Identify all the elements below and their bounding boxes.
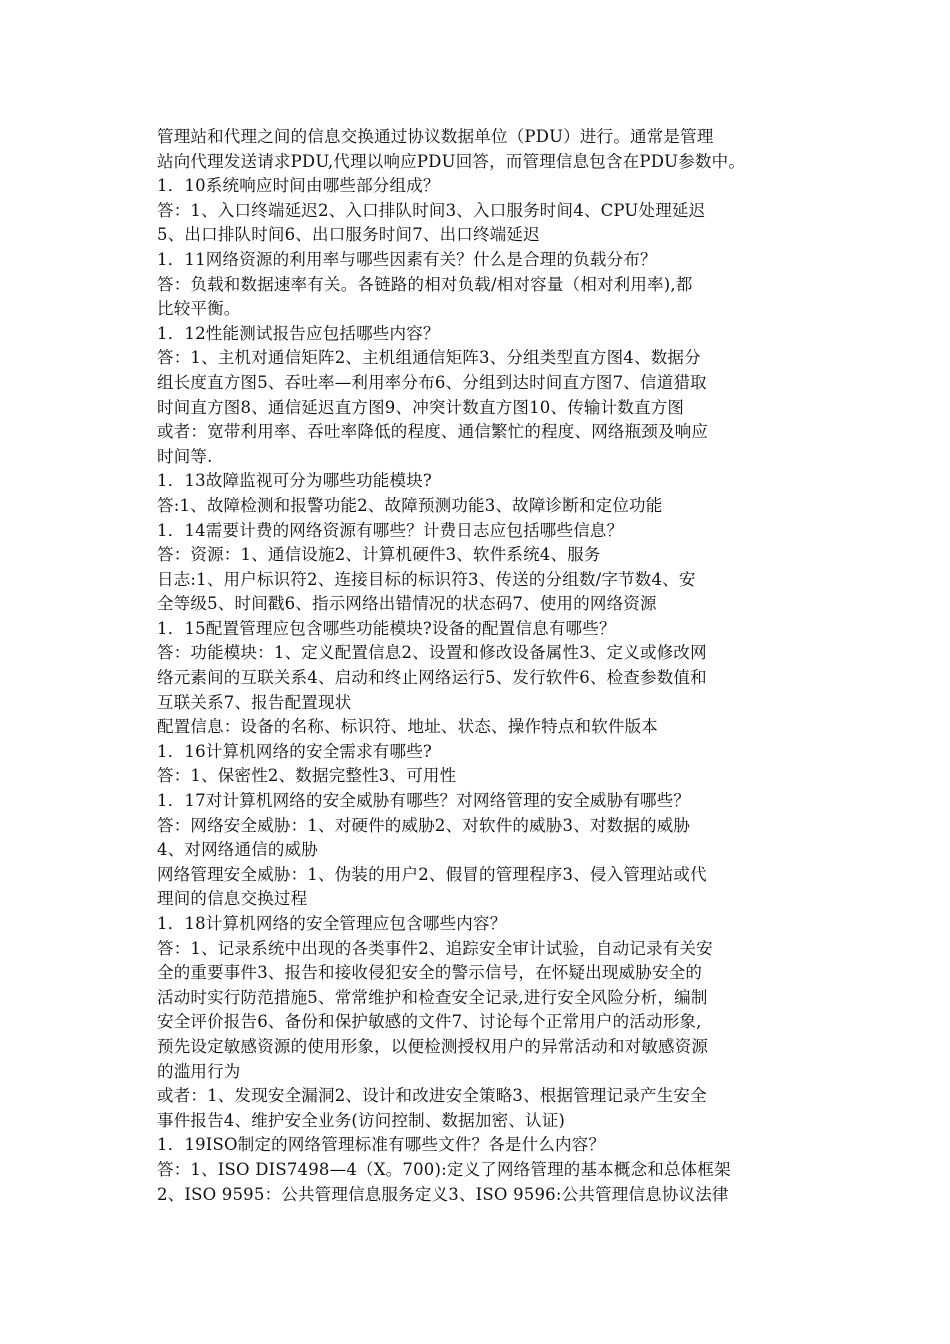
- text-line: 1．13故障监视可分为哪些功能模块?: [157, 471, 432, 491]
- text-line: 或者：1、发现安全漏洞2、设计和改进安全策略3、根据管理记录产生安全: [157, 1086, 707, 1106]
- text-line: 络元素间的互联关系4、启动和终止网络运行5、发行软件6、检查参数值和: [157, 668, 707, 688]
- text-line: 时间直方图8、通信延迟直方图9、冲突计数直方图10、传输计数直方图: [157, 397, 685, 417]
- text-line: 1．16计算机网络的安全需求有哪些?: [157, 741, 432, 761]
- text-line: 理间的信息交换过程: [157, 889, 308, 909]
- document-body: [157, 125, 807, 1207]
- text-line: 活动时实行防范措施5、常常维护和检查安全记录,进行安全风险分析，编制: [157, 987, 708, 1007]
- text-line: 互联关系7、报告配置现状: [157, 692, 352, 712]
- text-line: 预先设定敏感资源的使用形象，以便检测授权用户的异常活动和对敏感资源: [157, 1036, 709, 1056]
- text-line: 1．14需要计费的网络资源有哪些？计费日志应包括哪些信息？: [157, 520, 624, 540]
- text-line: 事件报告4、维护安全业务(访问控制、数据加密、认证): [157, 1110, 566, 1130]
- text-line: 答：负载和数据速率有关。各链路的相对负载/相对容量（相对利用率),都: [157, 274, 693, 294]
- text-line: 答：1、保密性2、数据完整性3、可用性: [157, 766, 457, 786]
- text-line: 的滥用行为: [157, 1061, 241, 1081]
- text-line: 2、ISO 9595：公共管理信息服务定义3、ISO 9596:公共管理信息协议法律: [157, 1184, 729, 1204]
- text-line: 答：资源：1、通信设施2、计算机硬件3、软件系统4、服务: [157, 545, 601, 565]
- text-line: 全的重要事件3、报告和接收侵犯安全的警示信号，在怀疑出现威胁安全的: [157, 963, 703, 983]
- text-line: 5、出口排队时间6、出口服务时间7、出口终端延迟: [157, 225, 540, 245]
- text-line: 1．18计算机网络的安全管理应包含哪些内容？: [157, 914, 507, 933]
- text-line: 答：功能模块：1、定义配置信息2、设置和修改设备属性3、定义或修改网: [157, 643, 707, 663]
- text-line: 1．15配置管理应包含哪些功能模块?设备的配置信息有哪些？: [157, 618, 616, 638]
- text-line: 全等级5、时间戳6、指示网络出错情况的状态码7、使用的网络资源: [157, 594, 657, 614]
- text-line: 4、对网络通信的威胁: [157, 840, 318, 860]
- text-line: 站向代理发送请求PDU,代理以响应PDU回答，而管理信息包含在PDU参数中。: [157, 151, 746, 171]
- text-line: 1．12性能测试报告应包括哪些内容？: [157, 323, 440, 343]
- text-line: 1．19ISO制定的网络管理标准有哪些文件？各是什么内容？: [157, 1135, 606, 1155]
- text-line: 答:1、故障检测和报警功能2、故障预测功能3、故障诊断和定位功能: [157, 495, 663, 515]
- text-line: 配置信息：设备的名称、标识符、地址、状态、操作特点和软件版本: [157, 717, 658, 737]
- text-line: 网络管理安全威胁：1、伪装的用户2、假冒的管理程序3、侵入管理站或代: [157, 864, 707, 884]
- text-line: 1．10系统响应时间由哪些部分组成？: [157, 176, 440, 196]
- text-line: 答：1、主机对通信矩阵2、主机组通信矩阵3、分组类型直方图4、数据分: [157, 348, 701, 368]
- text-line: 答：1、记录系统中出现的各类事件2、追踪安全审计试验，自动记录有关安: [157, 938, 713, 958]
- text-line: 答：1、ISO DIS7498—4（X。700):定义了网络管理的基本概念和总体框架: [157, 1159, 731, 1179]
- text-line: 1．11网络资源的利用率与哪些因素有关？什么是合理的负载分布？: [157, 249, 657, 269]
- text-line: 组长度直方图5、吞吐率—利用率分布6、分组到达时间直方图7、信道猎取: [157, 372, 707, 392]
- text-line: 时间等.: [157, 446, 213, 466]
- text-line: 答：网络安全威胁：1、对硬件的威胁2、对软件的威胁3、对数据的威胁: [157, 815, 691, 835]
- text-line: 日志:1、用户标识符2、连接目标的标识符3、传送的分组数/字节数4、安: [157, 569, 696, 589]
- text-line: 安全评价报告6、备份和保护敏感的文件7、讨论每个正常用户的活动形象,: [157, 1012, 702, 1032]
- text-line: 比较平衡。: [157, 299, 241, 319]
- text-line: 管理站和代理之间的信息交换通过协议数据单位（PDU）进行。通常是管理: [157, 127, 714, 146]
- text-line: 或者：宽带利用率、吞吐率降低的程度、通信繁忙的程度、网络瓶颈及响应: [157, 422, 709, 442]
- text-line: 1．17对计算机网络的安全威胁有哪些？对网络管理的安全威胁有哪些？: [157, 791, 691, 811]
- text-line: 答：1、入口终端延迟2、入口排队时间3、入口服务时间4、CPU处理延迟: [157, 200, 706, 220]
